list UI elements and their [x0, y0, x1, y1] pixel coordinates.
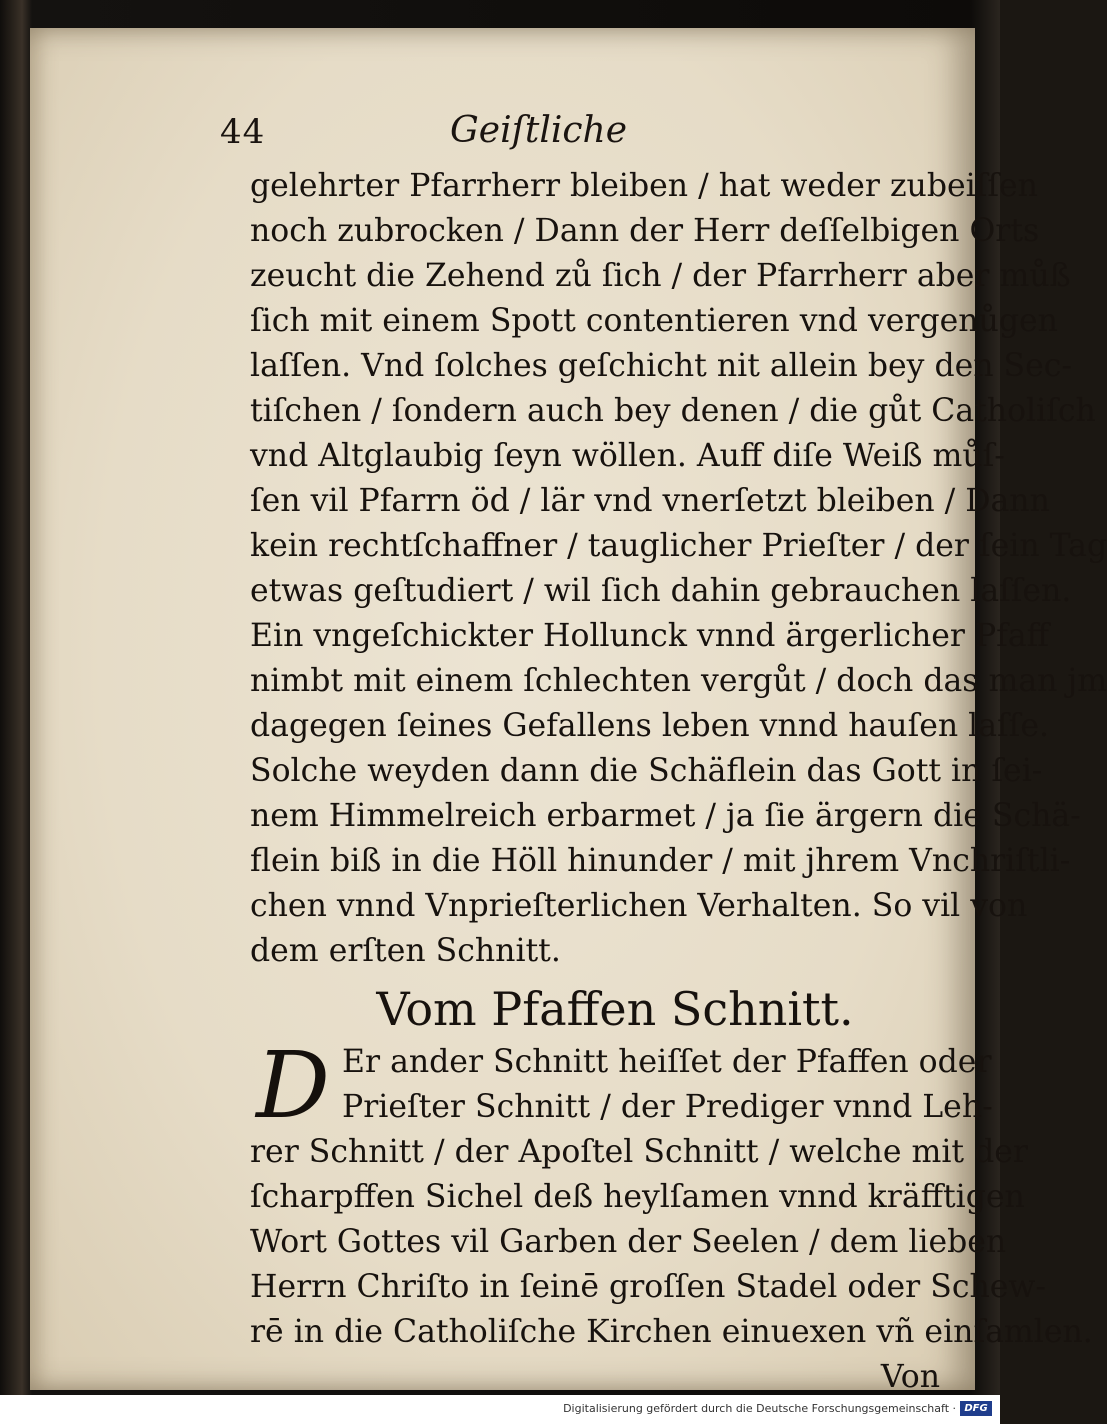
section-heading: Vom Pfaffen Schnitt. [376, 982, 854, 1036]
text-line: dagegen ſeines Gefallens leben vnnd hauſen laſſe. [250, 708, 1049, 744]
text-line: etwas geſtudiert / wil ſich dahin gebrauchen laſſen. [250, 573, 1072, 609]
drop-cap-initial: D [256, 1032, 330, 1139]
text-line: Solche weyden dann die Schäflein das Gott in ſei- [250, 753, 1043, 789]
text-line: flein biß in die Höll hinunder / mit jhrem Vnchriſtli- [250, 843, 1071, 879]
text-line: ſich mit einem Spott contentieren vnd vergenůgen [250, 303, 1058, 339]
funding-credit: Digitalisierung gefördert durch die Deutsche Forschungsgemeinschaft · [563, 1402, 956, 1415]
body-text [250, 164, 1107, 1400]
text-line: noch zubrocken / Dann der Herr deſſelbigen Orts [250, 213, 1040, 249]
text-line: nimbt mit einem ſchlechten vergůt / doch das man jm [250, 663, 1107, 699]
text-line: Ein vngeſchickter Hollunck vnnd ärgerlicher Pfaff [250, 618, 1049, 654]
text-line: rer Schnitt / der Apoſtel Schnitt / welche mit der [250, 1134, 1028, 1170]
running-title: Geiſtliche [450, 110, 628, 151]
text-line: dem erſten Schnitt. [250, 933, 561, 969]
running-head [30, 110, 975, 154]
text-line: Wort Gottes vil Garben der Seelen / dem lieben [250, 1224, 1007, 1260]
text-line: Er ander Schnitt heiſſet der Pfaffen oder [342, 1044, 992, 1080]
text-line: tiſchen / ſondern auch bey denen / die gůt Catholiſch [250, 393, 1096, 429]
text-line: ſcharpffen Sichel deß heylſamen vnnd kräfftigen [250, 1179, 1025, 1215]
text-line: zeucht die Zehend zů ſich / der Pfarrherr aber můß [250, 258, 1071, 294]
text-line: gelehrter Pfarrherr bleiben / hat weder zubeiſſen [250, 168, 1038, 204]
text-line: Herrn Chriſto in ſeinē groſſen Stadel oder Schew- [250, 1269, 1046, 1305]
text-line: laſſen. Vnd ſolches geſchicht nit allein bey den Sec- [250, 348, 1073, 384]
catchword: Von [880, 1359, 940, 1395]
text-line: ſen vil Pfarrn öd / lär vnd vnerſetzt bleiben / Dann [250, 483, 1050, 519]
text-line: chen vnnd Vnprieſterlichen Verhalten. So vil von [250, 888, 1028, 924]
text-line: Prieſter Schnitt / der Prediger vnnd Leh- [342, 1089, 993, 1125]
page-number: 44 [220, 112, 266, 152]
text-line: vnd Altglaubig ſeyn wöllen. Auff diſe Weiß můſ- [250, 438, 1005, 474]
text-line: rē in die Catholiſche Kirchen einuexen vñ einſamlen. [250, 1314, 1093, 1350]
footer-bar [0, 1395, 1000, 1424]
book-page [30, 28, 1107, 1395]
text-line: nem Himmelreich erbarmet / ja ſie ärgern die Schä- [250, 798, 1081, 834]
text-line: kein rechtſchaffner / tauglicher Prieſter / der ſein Tag [250, 528, 1107, 564]
dfg-logo-icon: DFG [960, 1401, 992, 1416]
initial-paragraph [250, 1032, 993, 1139]
